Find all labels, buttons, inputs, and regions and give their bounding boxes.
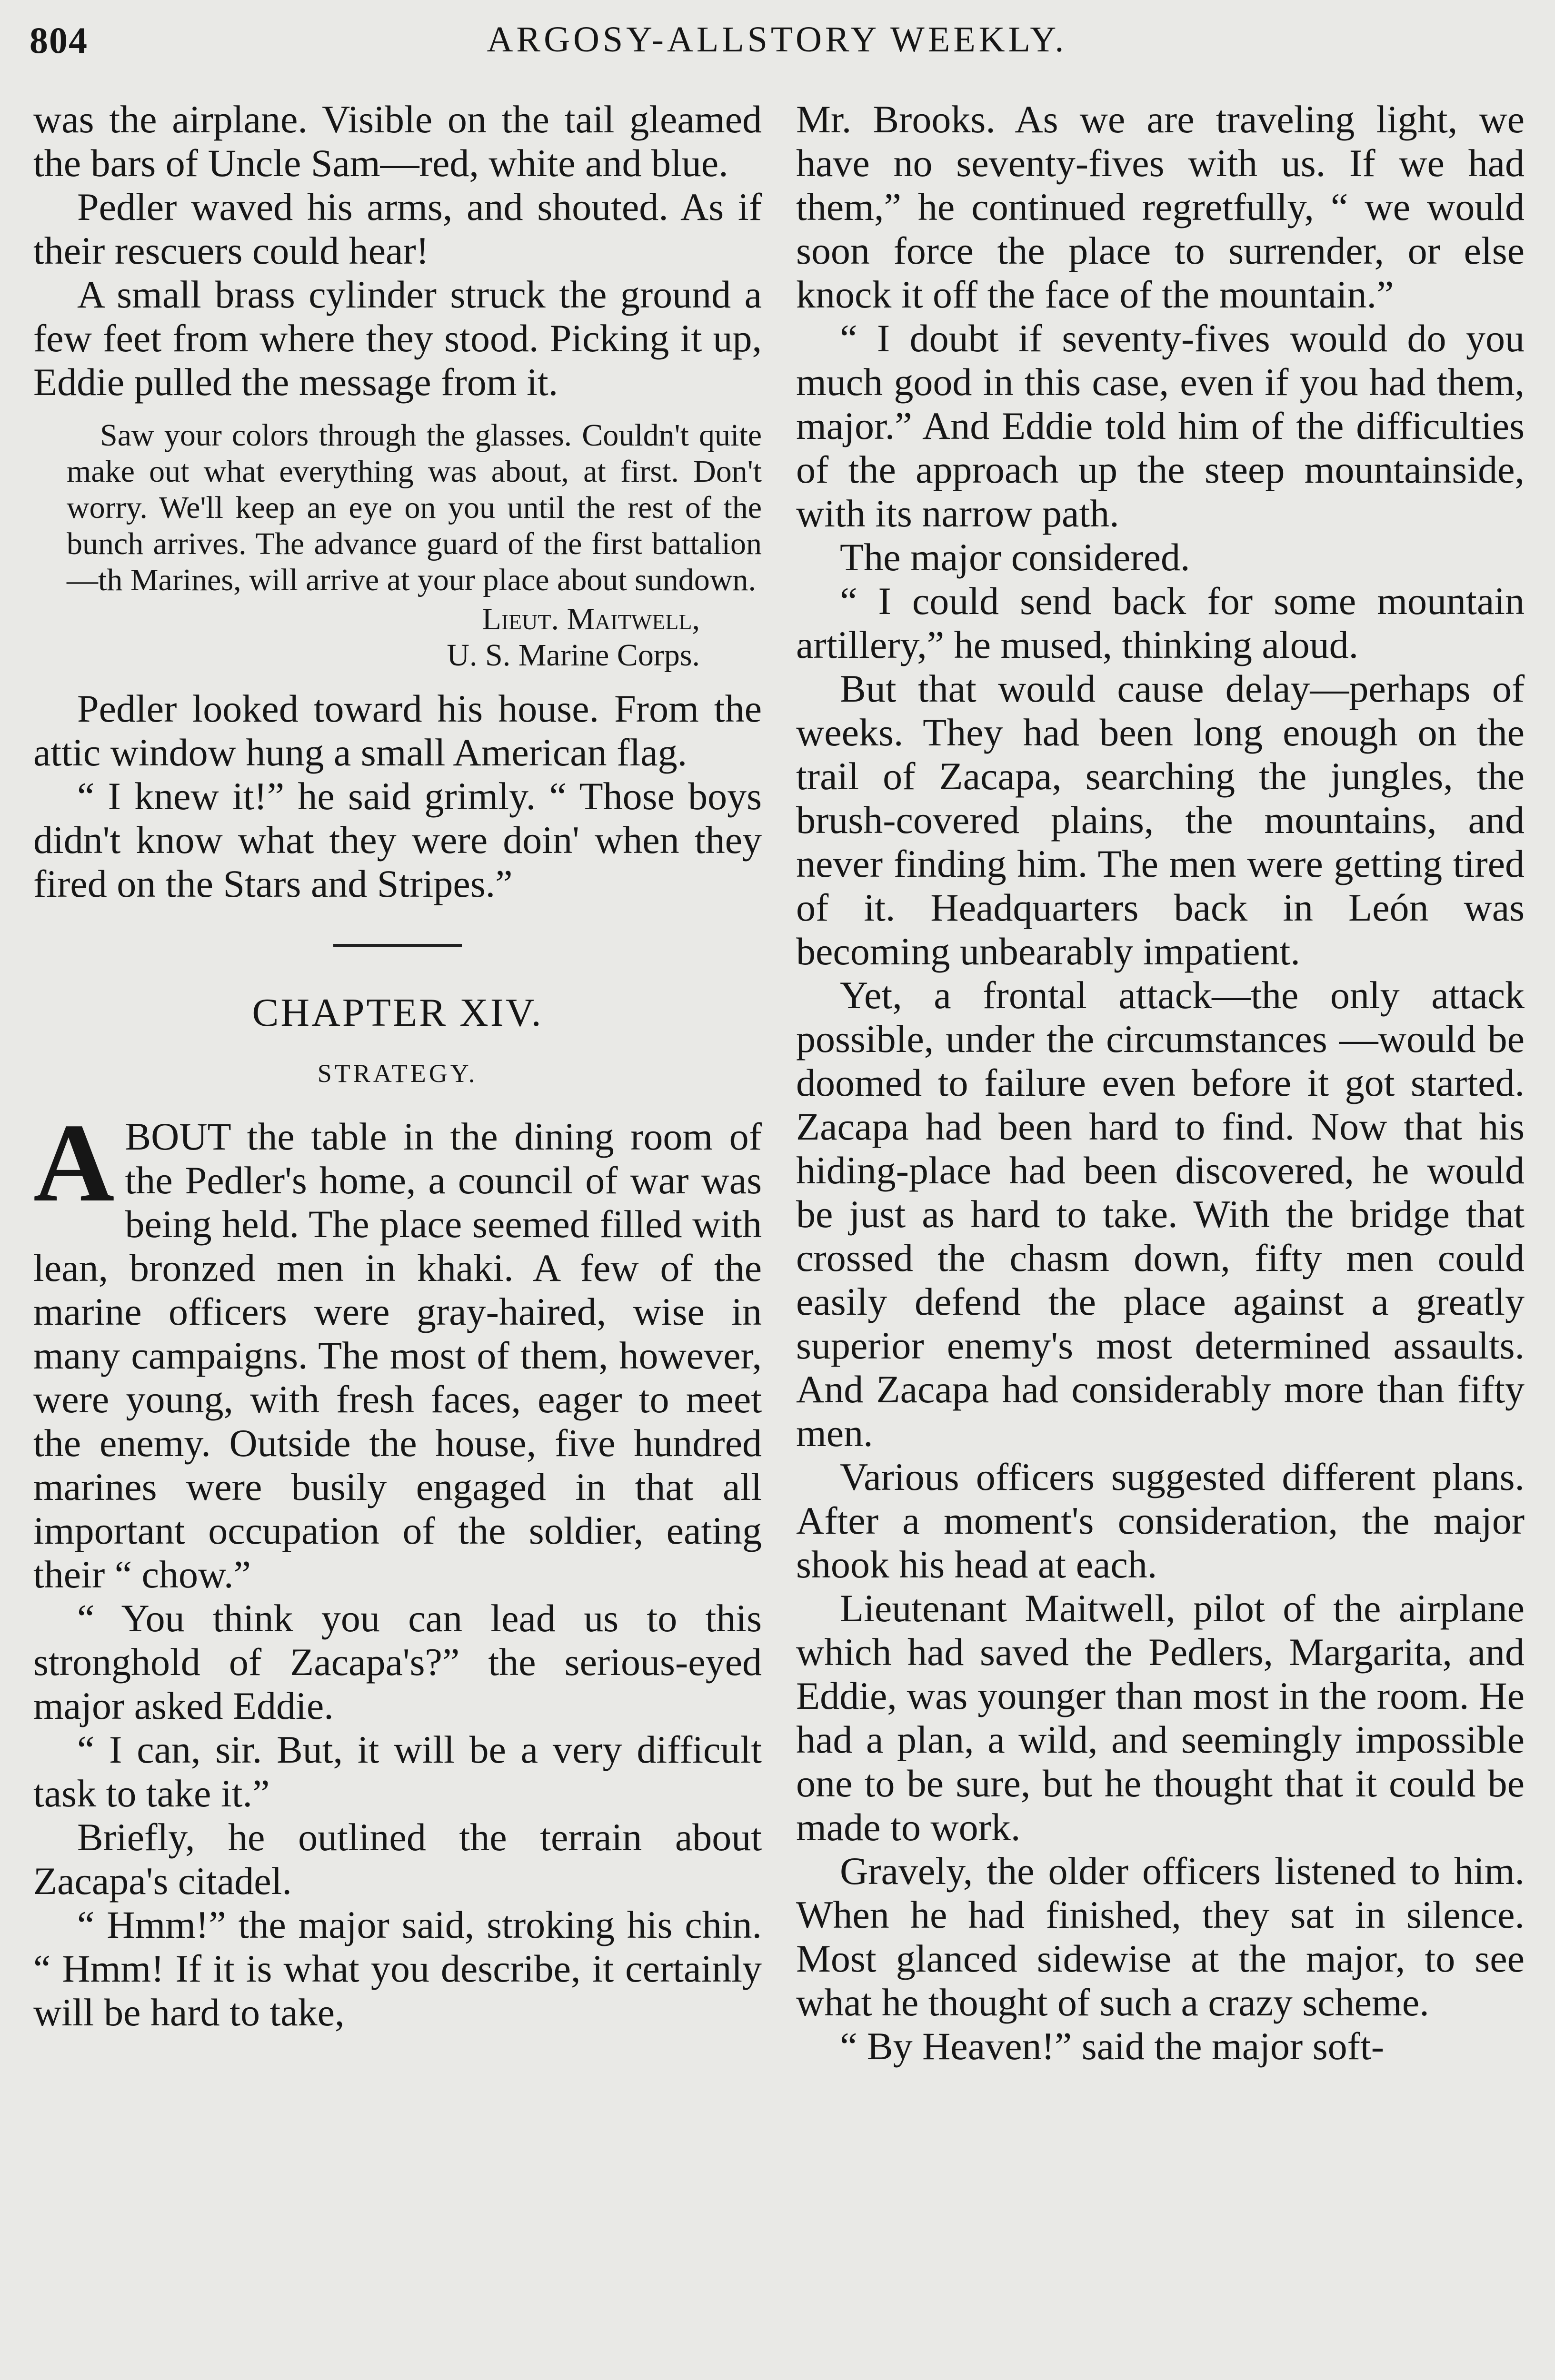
- paragraph: Pedler looked toward his house. From the attic window hung a small American flag.: [33, 687, 762, 774]
- paragraph: “ I knew it!” he said grimly. “ Those boys didn't know what they were doin' when they fired on the Stars and Stripes.”: [33, 774, 762, 905]
- right-column: [796, 98, 1525, 2068]
- paragraph: “ I can, sir. But, it will be a very difficult task to take it.”: [33, 1728, 762, 1815]
- paragraph: “ I doubt if seventy-fives would do you much good in this case, even if you had them, major.” And Eddie told him of the difficulties of the approach up the steep mountainside, with its narrow path.: [796, 317, 1525, 535]
- paragraph: But that would cause delay—perhaps of weeks. They had been long enough on the trail of Zacapa, searching the jungles, the brush-covered plains, the mountains, and never finding him. The men were getting tired of it. Headquarters back in León was becoming unbearably impatient.: [796, 667, 1525, 973]
- paragraph: “ By Heaven!” said the major soft-: [840, 2024, 1385, 2068]
- message-signature: [67, 601, 762, 674]
- paragraph: Briefly, he outlined the terrain about Zacapa's citadel.: [33, 1815, 762, 1903]
- opening-paragraph: [33, 1101, 762, 1597]
- paragraph: Mr. Brooks. As we are traveling light, we have no seventy-fives with us. If we had them,” he continued regretfully, “ we would soon force the place to surrender, or else knock it off the face of the mountain.”: [796, 98, 1525, 316]
- page-header: [30, 19, 1525, 67]
- chapter-subtitle: STRATEGY.: [317, 1059, 478, 1088]
- message-text: Saw your colors through the glasses. Couldn't quite make out what everything was about, at first. Don't worry. We'll keep an eye on you until the rest of the bunch arrives. The advance guard of the first battalion —th Marines, will arrive at your place about sundown.: [67, 418, 762, 597]
- chapter-title: CHAPTER XIV.: [252, 991, 543, 1035]
- running-head: ARGOSY-ALLSTORY WEEKLY.: [487, 20, 1067, 60]
- paragraph: Lieutenant Maitwell, pilot of the airplane which had saved the Pedlers, Margarita, and Eddie, was younger than most in the room. He had a plan, a wild, and seemingly impossible one to be sure, but he thought that it could be made to work.: [796, 1587, 1525, 1849]
- paragraph: “ Hmm!” the major said, stroking his chin. “ Hmm! If it is what you describe, it certainly will be hard to take,: [33, 1903, 762, 2034]
- drop-cap: A: [33, 1101, 115, 1225]
- paragraph: Yet, a frontal attack—the only attack possible, under the circumstances —would be doomed to failure even before it got started. Zacapa had been hard to find. Now that his hiding-place had been discovered, he would be just as hard to take. With the bridge that crossed the chasm down, fifty men could easily defend the place against a greatly superior enemy's most determined assaults. And Zacapa had considerably more than fifty men.: [796, 973, 1525, 1455]
- paragraph: Various officers suggested different plans. After a moment's consideration, the major shook his head at each.: [796, 1455, 1525, 1586]
- paragraph: Pedler waved his arms, and shouted. As if their rescuers could hear!: [33, 185, 762, 272]
- paragraph: Gravely, the older officers listened to him. When he had finished, they sat in silence. Most glanced sidewise at the major, to see what he thought of such a crazy scheme.: [796, 1849, 1525, 2024]
- opening-text: BOUT the table in the dining room of the Pedler's home, a council of war was being held. The place seemed filled with lean, bronzed men in khaki. A few of the marine officers were gray-haired, wise in many campaigns. The most of them, however, were young, with fresh faces, eager to meet the enemy. Outside the house, five hundred marines were busily engaged in that all important occupation of the soldier, eating their “ chow.”: [33, 1115, 762, 1596]
- section-divider: [333, 944, 462, 947]
- signature-unit: U. S. Marine Corps.: [447, 638, 700, 673]
- paragraph: “ You think you can lead us to this stronghold of Zacapa's?” the serious-eyed major asked Eddie.: [33, 1597, 762, 1727]
- left-column: [33, 98, 762, 2034]
- paragraph: “ I could send back for some mountain artillery,” he mused, thinking aloud.: [796, 579, 1525, 666]
- paragraph: was the airplane. Visible on the tail gleamed the bars of Uncle Sam—red, white and blue.: [33, 98, 762, 185]
- air-dropped-message: [33, 417, 762, 674]
- paragraph: The major considered.: [840, 536, 1190, 579]
- signature-name: Lieut. Maitwell,: [482, 602, 700, 636]
- paragraph: A small brass cylinder struck the ground a few feet from where they stood. Picking it up, Eddie pulled the message from it.: [33, 273, 762, 404]
- page-number: 804: [30, 20, 88, 61]
